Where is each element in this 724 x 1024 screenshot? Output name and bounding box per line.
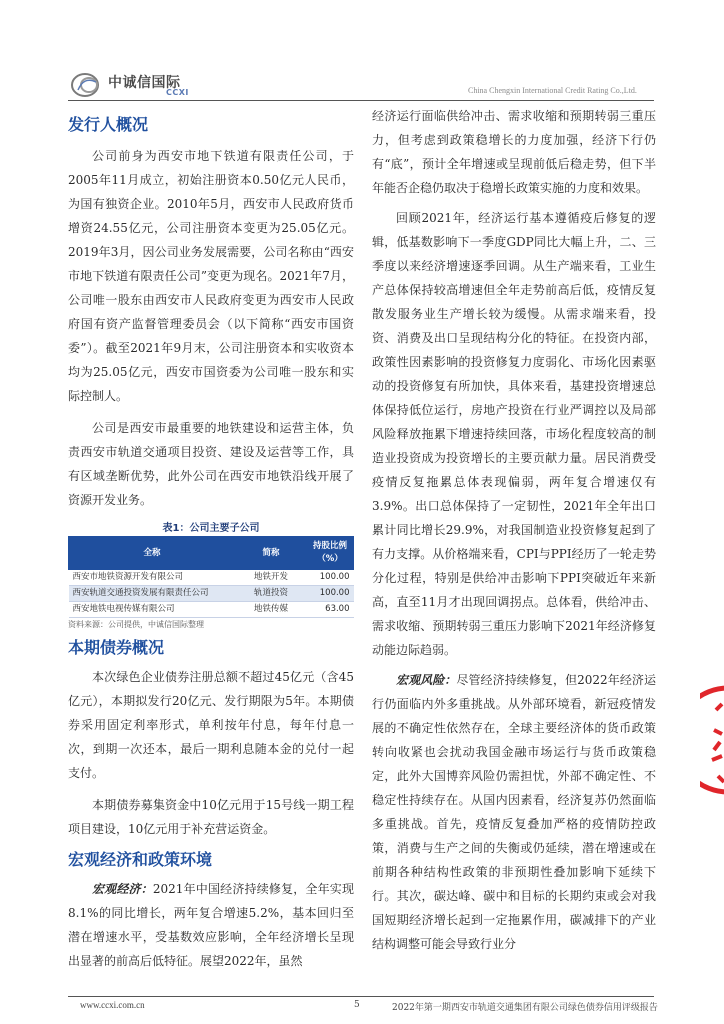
ccxi-logo-icon <box>70 70 106 100</box>
header-divider <box>68 100 654 101</box>
page-header <box>0 0 724 112</box>
issuer-paragraph-2: 公司是西安市最重要的地铁建设和运营主体，负责西安市轨道交通项目投资、建设及运营等工作，具有区域垄断优势，此外公司在西安市地铁沿线开展了资源开发业务。 <box>68 421 354 507</box>
table-row <box>69 586 354 602</box>
table-cell: 100.00 <box>307 570 354 586</box>
footer-divider <box>68 996 654 997</box>
issuer-overview-heading: 发行人概况 <box>68 115 149 134</box>
table-header-fullname: 全称 <box>69 537 236 570</box>
page-number: 5 <box>354 1000 360 1010</box>
right-column <box>372 104 656 956</box>
macro-risk-text: 尽管经济持续修复，但2022年经济运行仍面临内外多重挑战。从外部环境看，新冠疫情发展的不确定性依然存在，全球主要经济体的货币政策转向收紧也会扰动我国金融市场运行与货币政策稳定，此外大国博弈风险仍需担忧，外部不确定性、不稳定性持续存在。从国内因素看，经济复苏仍然面临多重挑战。首先，疫情反复叠加严格的疫情防控政策，消费与生产之间的失衡或仍延续，潜在增速或在前期各种结构性政策的非预期性叠加影响下延续下行。其次，碳达峰、碳中和目标的长期约束或会对我国短期经济增长起到一定拖累作用，碳减排下的产业结构调整可能会导致行业分 <box>372 673 656 951</box>
table-cell: 西安市地铁资源开发有限公司 <box>69 570 236 586</box>
bond-paragraph-2: 本期债券募集资金中10亿元用于15号线一期工程项目建设，10亿元用于补充营运资金。 <box>68 798 354 836</box>
table-cell: 西安轨道交通投资发展有限责任公司 <box>69 586 236 602</box>
logo-chinese-text: 中诚信国际 <box>108 75 181 91</box>
report-title: 2022年第一期西安市轨道交通集团有限公司绿色债券信用评级报告 <box>392 1003 658 1013</box>
left-column <box>68 104 354 973</box>
macro-paragraph-1 <box>68 877 354 973</box>
table-cell: 63.00 <box>307 602 354 618</box>
table-cell: 地铁传媒 <box>236 602 307 618</box>
macro-environment-heading: 宏观经济和政策环境 <box>68 850 213 869</box>
table-cell: 100.00 <box>307 586 354 602</box>
table-row <box>69 570 354 586</box>
red-seal-stamp <box>700 680 724 800</box>
table-header-share: 持股比例（%） <box>307 537 354 570</box>
macro-risk-lead: 宏观风险： <box>396 673 457 687</box>
macro-economy-lead: 宏观经济： <box>92 882 153 896</box>
footer-url: www.ccxi.com.cn <box>80 1000 145 1010</box>
table-row <box>69 602 354 618</box>
macro-economy-text: 2021年中国经济持续修复，全年实现8.1%的同比增长，两年复合增速5.2%，基本回归至潜在增速水平，受基数效应影响，全年经济增长呈现出显著的前高后低特征。展望2022年，虽然 <box>68 882 354 968</box>
right-paragraph-3 <box>372 668 656 956</box>
bond-paragraph-1: 本次绿色企业债券注册总额不超过45亿元（含45亿元），本期拟发行20亿元、发行期限为5年。本期债券采用固定利率形式，单利按年付息，每年付息一次，到期一次还本，最后一期利息随本金的兑付一起支付。 <box>68 670 354 780</box>
table-source-note: 资料来源：公司提供，中诚信国际整理 <box>68 620 204 629</box>
table-header-shortname: 简称 <box>236 537 307 570</box>
right-paragraph-1: 经济运行面临供给冲击、需求收缩和预期转弱三重压力，但考虑到政策稳增长的力度加强，经济下行仍有“底”，预计全年增速或呈现前低后稳走势，但下半年能否企稳仍取决于稳增长政策实施的力度和效果。 <box>372 109 656 195</box>
table-cell: 地铁开发 <box>236 570 307 586</box>
right-paragraph-2: 回顾2021年，经济运行基本遵循疫后修复的逻辑，低基数影响下一季度GDP同比大幅上升，二、三季度以来经济增速逐季回调。从生产端来看，工业生产总体保持较高增速但全年走势前高后低，疫情反复散发服务业生产增长较为缓慢。从需求端来看，投资、消费及出口呈现结构分化的特征。在投资内部，政策性因素影响的投资修复力度弱化、市场化因素驱动的投资修复有所加快，具体来看，基建投资增速总体保持低位运行，房地产投资在行业严调控以及局部风险释放拖累下增速持续回落，市场化程度较高的制造业投资成为投资增长的主要贡献力量。居民消费受疫情反复拖累总体表现偏弱，两年复合增速仅有3.9%。出口总体保持了一定韧性，2021年全年出口累计同比增长29.9%，对我国制造业投资修复起到了有力支撑。从价格端来看，CPI与PPI经历了一轮走势分化过程，特别是供给冲击影响下PPI突破近年来新高，直至11月才出现回调拐点。总体看，供给冲击、需求收缩、预期转弱三重压力影响下2021年经济修复动能边际趋弱。 <box>372 211 656 657</box>
table-cell: 西安地铁电视传媒有限公司 <box>69 602 236 618</box>
logo-english-text: CCXI <box>166 88 189 97</box>
table-cell: 轨道投资 <box>236 586 307 602</box>
bond-overview-heading: 本期债券概况 <box>68 638 165 657</box>
subsidiary-table-caption: 表1：公司主要子公司 <box>162 523 260 534</box>
issuer-paragraph-1: 公司前身为西安市地下铁道有限责任公司，于2005年11月成立，初始注册资本0.50亿元人民币，为国有独资企业。2010年5月，西安市人民政府货币增资24.55亿元，公司注册资本变更为25.05亿元。2019年3月，因公司业务发展需要，公司名称由“西安市地下铁道有限责任公司”变更为现名。2021年7月，公司唯一股东由西安市人民政府变更为西安市人民政府国有资产监督管理委员会（以下简称“西安市国资委”）。截至2021年9月末，公司注册资本和实收资本均为25.05亿元，西安市国资委为公司唯一股东和实际控制人。 <box>68 149 354 403</box>
ccxi-logo <box>70 70 220 100</box>
company-english-name: China Chengxin International Credit Rating Co.,Ltd. <box>468 86 637 95</box>
subsidiary-table <box>68 536 354 618</box>
